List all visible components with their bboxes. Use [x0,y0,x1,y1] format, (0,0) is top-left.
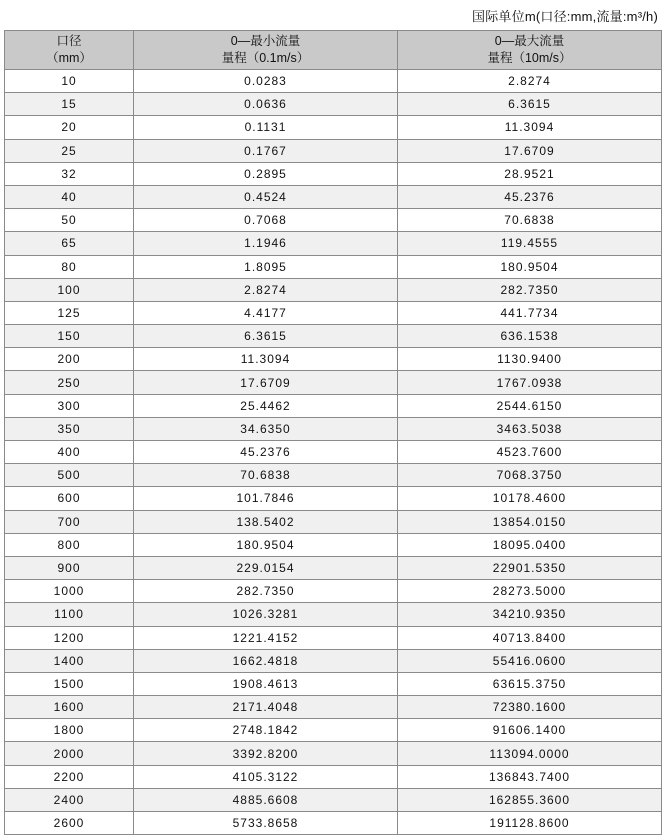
table-row [5,742,662,765]
table-row [5,812,662,835]
cell-diameter: 100 [5,278,134,301]
column-header-max-flow-line1: 0—最大流量 [494,34,565,49]
cell-diameter: 10 [5,70,134,93]
table-row [5,510,662,533]
cell-diameter: 250 [5,371,134,394]
cell-max-flow: 3463.5038 [398,417,662,440]
cell-max-flow: 40713.8400 [398,626,662,649]
cell-min-flow: 0.7068 [134,209,398,232]
column-header-diameter-line1: 口径 [56,34,82,49]
cell-max-flow: 1130.9400 [398,348,662,371]
table-row [5,533,662,556]
cell-max-flow: 180.9504 [398,255,662,278]
cell-max-flow: 13854.0150 [398,510,662,533]
cell-max-flow: 7068.3750 [398,464,662,487]
cell-diameter: 1800 [5,719,134,742]
column-header-min-flow-line2: 量程（0.1m/s） [221,51,310,65]
cell-diameter: 125 [5,301,134,324]
cell-min-flow: 11.3094 [134,348,398,371]
cell-min-flow: 282.7350 [134,580,398,603]
cell-max-flow: 11.3094 [398,116,662,139]
table-row [5,417,662,440]
cell-min-flow: 0.1767 [134,139,398,162]
cell-diameter: 800 [5,533,134,556]
cell-diameter: 80 [5,255,134,278]
cell-max-flow: 6.3615 [398,93,662,116]
cell-min-flow: 1221.4152 [134,626,398,649]
cell-diameter: 1500 [5,672,134,695]
cell-min-flow: 4885.6608 [134,788,398,811]
cell-max-flow: 22901.5350 [398,556,662,579]
table-row [5,255,662,278]
cell-diameter: 50 [5,209,134,232]
cell-min-flow: 229.0154 [134,556,398,579]
table-header-row [5,31,662,70]
caption-row [0,0,662,30]
column-header-max-flow-line2: 量程（10m/s） [487,51,572,65]
cell-max-flow: 28.9521 [398,162,662,185]
cell-max-flow: 70.6838 [398,209,662,232]
cell-min-flow: 0.0636 [134,93,398,116]
cell-diameter: 65 [5,232,134,255]
table-row [5,765,662,788]
units-caption: 国际单位m(口径:mm,流量:m³/h) [472,8,658,24]
table-row [5,325,662,348]
cell-min-flow: 0.0283 [134,70,398,93]
table-row [5,70,662,93]
cell-diameter: 900 [5,556,134,579]
table-row [5,556,662,579]
cell-diameter: 1100 [5,603,134,626]
column-header-diameter-line2: （mm） [46,51,92,65]
cell-max-flow: 17.6709 [398,139,662,162]
cell-max-flow: 28273.5000 [398,580,662,603]
cell-min-flow: 4.4177 [134,301,398,324]
column-header-min-flow [134,31,398,70]
cell-max-flow: 636.1538 [398,325,662,348]
table-row [5,394,662,417]
cell-max-flow: 91606.1400 [398,719,662,742]
cell-min-flow: 0.2895 [134,162,398,185]
cell-min-flow: 4105.3122 [134,765,398,788]
cell-max-flow: 4523.7600 [398,441,662,464]
column-header-min-flow-line1: 0—最小流量 [230,34,301,49]
cell-diameter: 300 [5,394,134,417]
cell-diameter: 2400 [5,788,134,811]
table-row [5,788,662,811]
cell-diameter: 600 [5,487,134,510]
cell-max-flow: 162855.3600 [398,788,662,811]
table-row [5,139,662,162]
cell-max-flow: 282.7350 [398,278,662,301]
table-row [5,464,662,487]
cell-diameter: 2200 [5,765,134,788]
table-row [5,696,662,719]
cell-min-flow: 101.7846 [134,487,398,510]
cell-diameter: 150 [5,325,134,348]
table-header [5,31,662,70]
cell-diameter: 200 [5,348,134,371]
table-row [5,209,662,232]
table-row [5,278,662,301]
cell-diameter: 2000 [5,742,134,765]
cell-min-flow: 45.2376 [134,441,398,464]
cell-max-flow: 2.8274 [398,70,662,93]
cell-max-flow: 136843.7400 [398,765,662,788]
cell-max-flow: 10178.4600 [398,487,662,510]
cell-max-flow: 63615.3750 [398,672,662,695]
table-body [5,70,662,835]
cell-min-flow: 2171.4048 [134,696,398,719]
cell-min-flow: 2.8274 [134,278,398,301]
cell-diameter: 700 [5,510,134,533]
cell-diameter: 25 [5,139,134,162]
cell-min-flow: 138.5402 [134,510,398,533]
cell-min-flow: 2748.1842 [134,719,398,742]
table-row [5,626,662,649]
table-row [5,672,662,695]
cell-max-flow: 441.7734 [398,301,662,324]
cell-max-flow: 113094.0000 [398,742,662,765]
cell-min-flow: 180.9504 [134,533,398,556]
cell-diameter: 15 [5,93,134,116]
table-row [5,371,662,394]
cell-min-flow: 17.6709 [134,371,398,394]
cell-diameter: 20 [5,116,134,139]
table-row [5,487,662,510]
cell-diameter: 1000 [5,580,134,603]
cell-max-flow: 1767.0938 [398,371,662,394]
cell-max-flow: 119.4555 [398,232,662,255]
cell-diameter: 400 [5,441,134,464]
table-row [5,185,662,208]
table-row [5,441,662,464]
table-row [5,649,662,672]
cell-min-flow: 1.1946 [134,232,398,255]
cell-min-flow: 6.3615 [134,325,398,348]
cell-min-flow: 25.4462 [134,394,398,417]
cell-min-flow: 1908.4613 [134,672,398,695]
cell-min-flow: 1662.4818 [134,649,398,672]
table-row [5,603,662,626]
cell-min-flow: 1.8095 [134,255,398,278]
cell-min-flow: 70.6838 [134,464,398,487]
table-row [5,232,662,255]
cell-diameter: 500 [5,464,134,487]
cell-max-flow: 55416.0600 [398,649,662,672]
flow-range-table [4,30,662,835]
cell-min-flow: 0.1131 [134,116,398,139]
table-row [5,116,662,139]
table-row [5,162,662,185]
cell-diameter: 1200 [5,626,134,649]
cell-max-flow: 34210.9350 [398,603,662,626]
cell-max-flow: 2544.6150 [398,394,662,417]
table-row [5,93,662,116]
cell-min-flow: 1026.3281 [134,603,398,626]
cell-diameter: 2600 [5,812,134,835]
column-header-diameter [5,31,134,70]
cell-diameter: 32 [5,162,134,185]
cell-diameter: 40 [5,185,134,208]
cell-max-flow: 72380.1600 [398,696,662,719]
cell-diameter: 1400 [5,649,134,672]
cell-diameter: 1600 [5,696,134,719]
table-row [5,301,662,324]
table-row [5,719,662,742]
cell-min-flow: 5733.8658 [134,812,398,835]
cell-max-flow: 191128.8600 [398,812,662,835]
cell-max-flow: 18095.0400 [398,533,662,556]
cell-min-flow: 34.6350 [134,417,398,440]
column-header-max-flow [398,31,662,70]
cell-diameter: 350 [5,417,134,440]
cell-min-flow: 3392.8200 [134,742,398,765]
table-row [5,580,662,603]
cell-max-flow: 45.2376 [398,185,662,208]
table-row [5,348,662,371]
cell-min-flow: 0.4524 [134,185,398,208]
